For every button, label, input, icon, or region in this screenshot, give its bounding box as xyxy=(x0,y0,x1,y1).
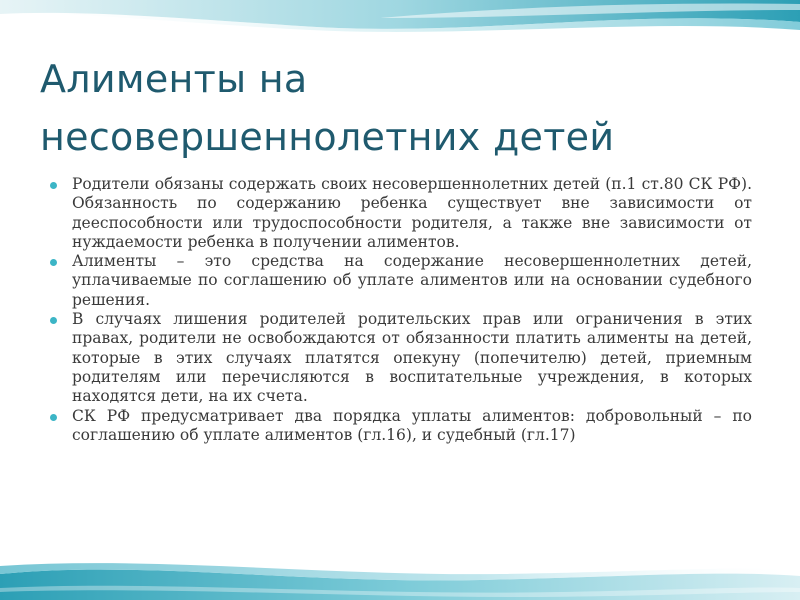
bullet-text: СК РФ предусматривает два порядка уплаты алиментов: добровольный – по соглашению об уплате алиментов (гл.16), и судебный (гл.17) xyxy=(72,406,752,444)
bullet-text: В случаях лишения родителей родительских прав или ограничения в этих правах, родители не освобождаются от обязанности платить алименты на детей, которые в этих случаях платятся опекуну (попечителю) детей, приемным родителям или перечисляются в воспитательные учреждения, в которых находятся дети, на их счета. xyxy=(72,310,752,406)
list-item xyxy=(46,252,752,310)
bottom-wave-decoration xyxy=(0,540,800,600)
list-item xyxy=(46,175,752,252)
bullet-list xyxy=(46,175,752,445)
bullet-icon xyxy=(50,259,57,266)
slide-title: Алименты на несовершеннолетних детей xyxy=(40,57,615,159)
bullet-icon xyxy=(50,414,57,421)
bullet-text: Родители обязаны содержать своих несовершеннолетних детей (п.1 ст.80 СК РФ). Обязанность по содержанию ребенка существует вне зависимости от дееспособности или трудоспособности родителя, а также вне зависимости от нуждаемости ребенка в получении алиментов. xyxy=(72,175,752,251)
list-item xyxy=(46,310,752,406)
list-item xyxy=(46,407,752,446)
bullet-icon xyxy=(50,182,57,189)
bullet-icon xyxy=(50,317,57,324)
bullet-text: Алименты – это средства на содержание несовершеннолетних детей, уплачиваемые по соглашению об уплате алиментов или на основании судебного решения. xyxy=(72,252,752,309)
